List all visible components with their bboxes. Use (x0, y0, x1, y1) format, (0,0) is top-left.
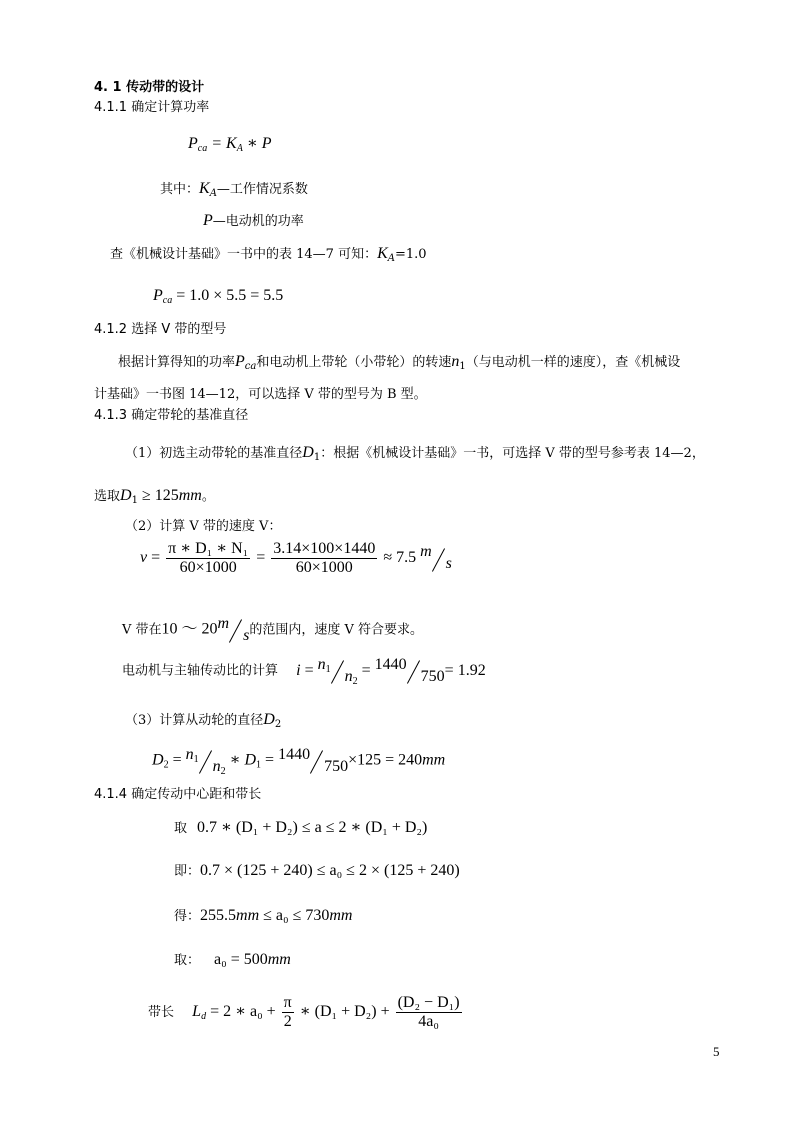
belt-pi-num: π (283, 994, 292, 1011)
s412-paragraph-line2: 计基础》一书图 14—12，可以选择 V 带的型号为 B 型。 (94, 387, 427, 402)
speed-frac2-num: 3.14×100×1440 (273, 540, 376, 557)
section-4-1-1-title: 4.1.1 确定计算功率 (94, 100, 210, 115)
belt-length-line: 带长 $L_d = 2$ ∗ a₀ + $\frac{\pi}{2}$ ∗ (D₁ + D₂) + $\frac{\text{(D₂ − D₁)}}{\text{4a₀}}$ (148, 994, 460, 1030)
lookup-line: 查《机械设计基础》一书中的表 14—7 可知：$K_A=1.0$ (110, 245, 427, 264)
equation-d2: $D_2 = n_1$ $n_2$ ∗ $D_1 = 1440750\times 125 = 240mm$ (152, 745, 446, 777)
take-range-line: 取 0.7 ∗ (D₁ + D₂) ≤ a ≤ 2 ∗ (D₁ + D₂) (174, 819, 428, 836)
section-4-1-2-title: 4.1.2 选择 V 带的型号 (94, 322, 227, 337)
where-ka-line: 其中：$K_A—$工作情况系数 (160, 180, 308, 199)
s413-paragraph-line2: 选取$D_1 \ge 125mm$。 (94, 487, 215, 506)
equation-pca-value: $P_{ca} = 1.0 \times 5.5 = 5.5$ (153, 287, 284, 306)
take-a0-line: 取： a₀ = 500mm (174, 951, 291, 968)
speed-frac1-den: 60×1000 (179, 559, 237, 576)
equation-pca: $P_{ca} = K_A$ ∗ P (188, 135, 272, 154)
speed-title: （2）计算 V 带的速度 V： (125, 519, 282, 534)
speed-frac2-den: 60×1000 (295, 559, 353, 576)
page-number: 5 (713, 1044, 720, 1059)
speed-frac1-num: π ∗ D₁ ∗ N₁ (168, 540, 249, 557)
heading-4-1: 4. 1 传动带的设计 (94, 80, 205, 95)
where-p-line: P—电动机的功率 (203, 212, 304, 229)
get-line: 得：255.5mm ≤ a₀ ≤ 730mm (174, 907, 353, 924)
section-4-1-4-title: 4.1.4 确定传动中心距和带长 (94, 787, 262, 802)
speed-range-line: V 带在10 ～ 20ms的范围内，速度 V 符合要求。 (122, 614, 423, 644)
equation-speed: v = $\frac{\text{π ∗ D₁ ∗ N₁}}{60\times 1000}$ = $\frac{3.14\times 100\times 1440}{60\times 1000}$ ≈ 7.5 ms (140, 540, 452, 576)
belt-frac-den: 4a₀ (418, 1013, 439, 1030)
s413-paragraph-line1: （1）初选主动带轮的基准直径$D_1$：根据《机械设计基础》一书，可选择 V 带的型号参考表 14—2， (125, 444, 705, 463)
belt-pi-den: 2 (283, 1013, 292, 1030)
belt-frac-num: (D₂ − D₁) (397, 994, 460, 1011)
d2-title: （3）计算从动轮的直径$D_2$ (125, 711, 282, 730)
s412-paragraph-line1: 根据计算得知的功率$P_{ca}$和电动机上带轮（小带轮）的转速$n_1$（与电动机一样的速度），查《机械设 (118, 353, 681, 372)
section-4-1-3-title: 4.1.3 确定带轮的基准直径 (94, 408, 249, 423)
ratio-line: 电动机与主轴传动比的计算 $i = n_1$ $n_2 = 1440750= 1.92$ (122, 655, 486, 687)
ie-line: 即：0.7 × (125 + 240) ≤ a₀ ≤ 2 × (125 + 240) (174, 862, 460, 879)
